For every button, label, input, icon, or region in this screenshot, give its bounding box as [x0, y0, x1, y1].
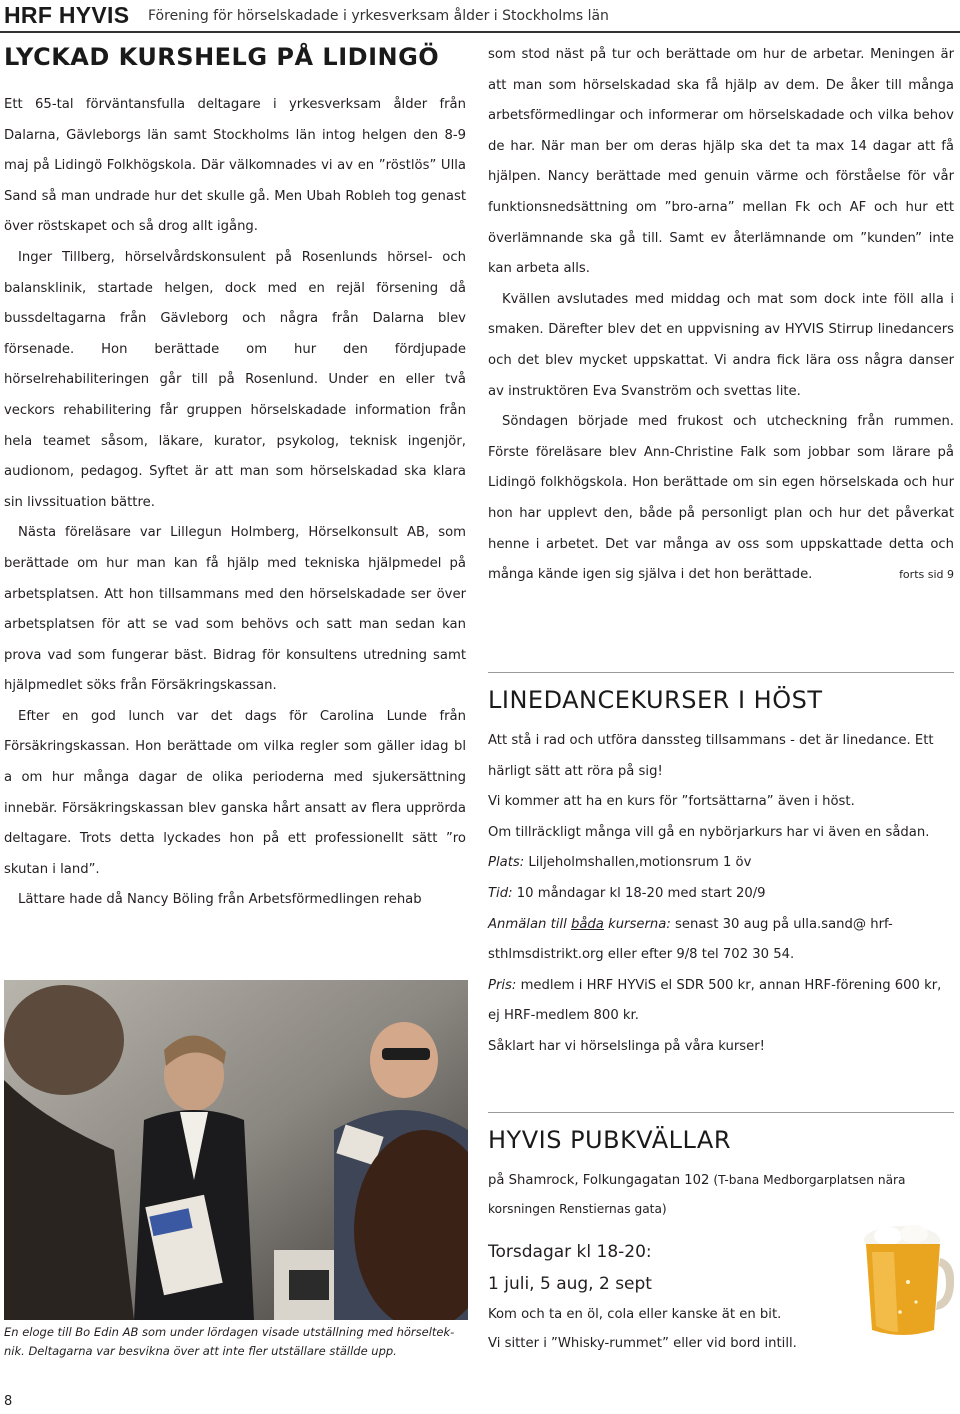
linedance-anmalan — [488, 910, 954, 971]
beer-glass-icon — [858, 1222, 954, 1342]
linedance-pris — [488, 971, 954, 1032]
masthead — [0, 0, 960, 32]
pub-address-main: på Shamrock, Folkungagatan 102 — [488, 1173, 710, 1188]
article-photo — [4, 980, 468, 1320]
article-paragraph: Lättare hade då Nancy Böling från Arbetsförmedlingen rehab — [18, 892, 422, 908]
section-divider — [488, 672, 954, 673]
pub-paragraph: Vi sitter i ”Whisky-rummet” eller vid bord intill. — [488, 1336, 797, 1351]
page-number: 8 — [4, 1394, 13, 1409]
pris-label: Pris: — [488, 977, 517, 993]
linedance-plats — [488, 848, 954, 879]
article-paragraph: Nästa föreläsare var Lillegun Holmberg, Hörselkonsult AB, som berättade om hur man kan få hjälp med tekniska hjälpmedel på arbetsplatsen. Att hon tillsammans med den hörselskadade ser över arbetsplatsen för att se vad som behövs och satt man sedan kan prova vad som fungerar bäst. Bidrag för konsultens utredning samt hjälpmedlet söks från Försäkringskassan. — [4, 525, 466, 694]
anmalan-label — [488, 917, 671, 932]
article-paragraph: som stod näst på tur och berättade om hur de arbetar. Meningen är att man som hörselskadad ska få hjälp av dem. De åker till många arbetsförmedlingar och informerar om hörselskadade och vilka behov de har. När man ber om deras hjälp ska det ta max 14 dagar att få hjälpen. Nancy berättade med genuin värme och förståelse för vår funktionsnedsättning om ”bro-arna” mellan Fk och AF och hur ett överlämnande ska gå till. Samt ev återlämnande om ”kunden” inte kan arbeta alls. — [488, 47, 954, 277]
article-paragraph: Kvällen avslutades med middag och mat som dock inte föll alla i smaken. Därefter blev det en uppvisning av HYVIS Stirrup linedancers och det blev mycket uppskattat. Vi andra fick lära oss några danser av instruktören Eva Svanström och svettas lite. — [488, 291, 954, 399]
pub-when: Torsdagar kl 18-20: — [488, 1242, 652, 1262]
article-right-column — [488, 40, 954, 591]
tid-label: Tid: — [488, 885, 513, 901]
linedance-intro: Att stå i rad och utföra danssteg tillsammans - det är linedance. Ett härligt sätt att röra på sig! — [488, 733, 934, 779]
article-paragraph: Efter en god lunch var det dags för Carolina Lunde från Försäkringskassan. Hon berättade om vilka regler som gäller idag bl a om hur många dagar de olika perioderna med sjukersättning innebär. Försäkringskassan blev ganska hårt ansatt av flera upprörda deltagare. Trots detta lyckades hon på ett professionellt sätt ”ro skutan i land”. — [4, 708, 466, 877]
article-paragraph: Inger Tillberg, hörselvårdskonsulent på Rosenlunds hörsel- och balansklinik, startade helgen, dock med en rejäl försening då bussdeltagarna från Gävleborg och några från Dalarna blev försenade. Hon berättade om hur den fördjupade hörselrehabiliteringen går till på Rosenlund. Under en eller två veckors rehabilitering får gruppen hörselskadade information från hela teamet såsom, läkare, kurator, psykolog, teknisk ingenjör, audionom, pedagog. Syftet är att man som hörselskadad ska klara sin livssituation bättre. — [4, 249, 466, 510]
plats-value: Liljeholmshallen,motionsrum 1 öv — [528, 855, 752, 871]
article-title: LYCKAD KURSHELG PÅ LIDINGÖ — [4, 43, 440, 71]
plats-label: Plats: — [488, 855, 525, 871]
pub-address — [488, 1166, 958, 1224]
linedance-title: LINEDANCEKURSER I HÖST — [488, 686, 823, 714]
article-paragraph-text: Söndagen började med frukost och utcheckning från rummen. Förste föreläsare blev Ann-Christine Falk som jobbar som lärare på Lidingö folkhögskola. Hon berättade om sin egen hörselskada och hur hon har upplevt den, både på personligt plan och hur det påverkat henne i arbetet. Det var många av oss som uppskattade detta och många kände igen sig själva i det hon berättade. — [488, 414, 954, 583]
tid-value: 10 måndagar kl 18-20 med start 20/9 — [516, 885, 766, 901]
article-paragraph: Ett 65-tal förväntansfulla deltagare i yrkesverksam ålder från Dalarna, Gävleborgs län samt Stockholms län intog helgen den 8-9 maj på Lidingö Folkhögskola. Där välkomnades vi av en ”röstlös” Ulla Sand så man undrade hur det skulle gå. Men Ubah Robleh tog genast över röstskapet och så drog allt igång. — [4, 97, 466, 235]
pub-title: HYVIS PUBKVÄLLAR — [488, 1126, 731, 1154]
masthead-rule — [0, 31, 960, 33]
anmalan-label-a: Anmälan till — [488, 916, 571, 932]
pris-value: medlem i HRF HYViS el SDR 500 kr, annan HRF-förening 600 kr, ej HRF-medlem 800 kr. — [488, 977, 942, 1024]
article-paragraph — [488, 407, 954, 591]
linedance-slinga: Såklart har vi hörselslinga på våra kurser! — [488, 1038, 765, 1054]
linedance-beginners: Om tillräckligt många vill gå en nybörjarkurs har vi även en sådan. — [488, 824, 930, 840]
masthead-brand: HRF HYVIS — [4, 2, 130, 28]
pub-paragraph: Kom och ta en öl, cola eller kanske ät en bit. — [488, 1307, 782, 1322]
photo-caption: En eloge till Bo Edin AB som under lördagen visade utställning med hörseltek-nik. Deltagarna var besvikna över att inte fler utställare ställde upp. — [4, 1325, 455, 1358]
linedance-tid — [488, 879, 954, 910]
article-left-column — [4, 40, 466, 916]
anmalan-label-b: kurserna: — [603, 916, 671, 932]
pub-address-paren: (T-bana Medborgarplatsen nära korsningen Renstiernas gata) — [488, 1173, 906, 1216]
pub-dates: 1 juli, 5 aug, 2 sept — [488, 1274, 652, 1294]
anmalan-value: senast 30 aug på ulla.sand@ hrf-sthlmsdistrikt.org eller efter 9/8 tel 702 30 54. — [488, 916, 893, 963]
linedance-continuers: Vi kommer att ha en kurs för ”fortsättarna” även i höst. — [488, 794, 855, 810]
masthead-tagline: Förening för hörselskadade i yrkesverksam ålder i Stockholms län — [148, 8, 609, 24]
section-divider — [488, 1112, 954, 1113]
anmalan-label-underlined: båda — [570, 916, 604, 932]
continued-note: forts sid 9 — [899, 568, 954, 582]
linedance-body — [488, 726, 954, 1063]
